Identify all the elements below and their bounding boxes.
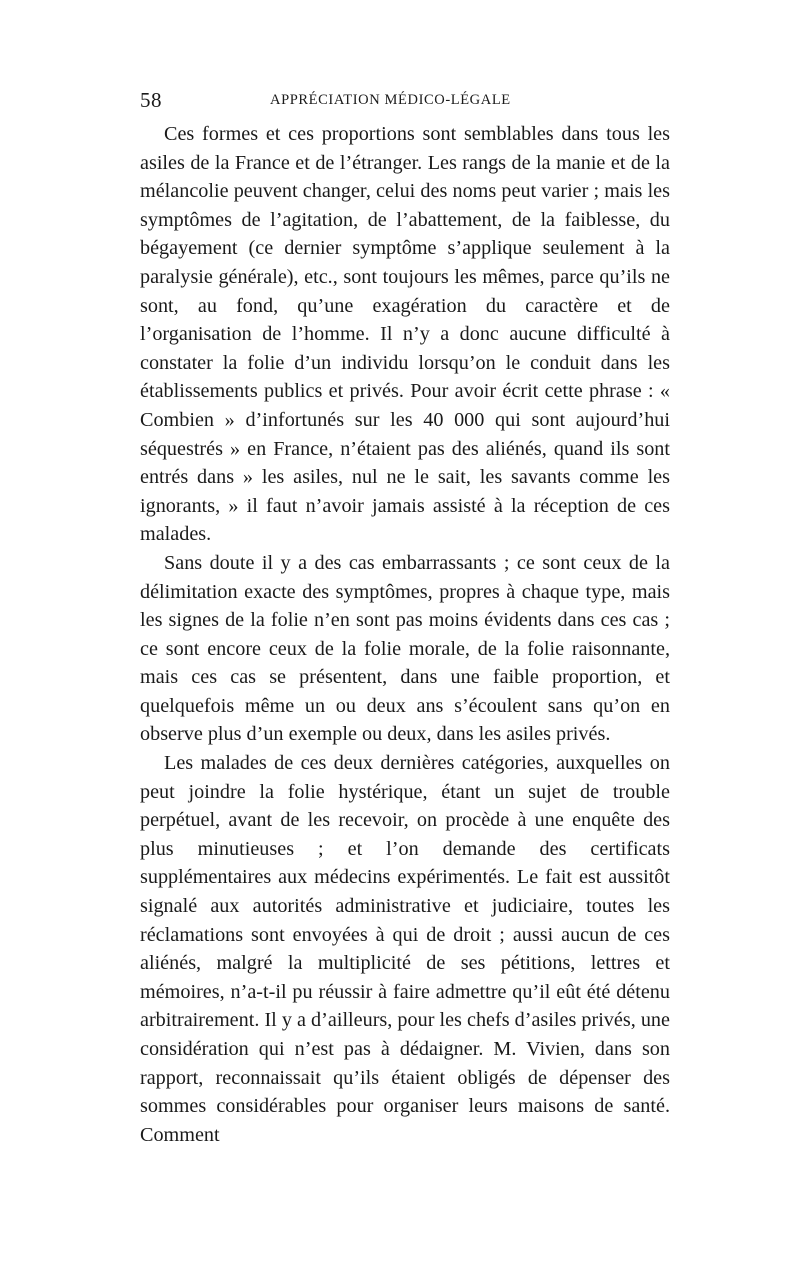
page-number: 58: [140, 88, 162, 112]
paragraph-3: Les malades de ces deux dernières catégories, auxquelles on peut joindre la folie hystérique, étant un sujet de trouble perpétuel, avant de les recevoir, on procède à une enquête des plus minutieuses ; et l’on demande des certificats supplémentaires aux médecins expérimentés. Le fait est aussitôt signalé aux autorités administrative et judiciaire, toutes les réclamations sont envoyées à qui de droit ; aussi aucun de ces aliénés, malgré la multiplicité de ses pétitions, lettres et mémoires, n’a-t-il pu réussir à faire admettre qu’il eût été détenu arbitrairement. Il y a d’ailleurs, pour les chefs d’asiles privés, une considération qui n’est pas à dédaigner. M. Vivien, dans son rapport, reconnaissait qu’ils étaient obligés de dépenser des sommes considérables pour organiser leurs maisons de santé. Comment: [140, 752, 670, 1146]
paragraph-1: Ces formes et ces proportions sont semblables dans tous les asiles de la France et de l’étranger. Les rangs de la manie et de la mélancolie peuvent changer, celui des noms peut varier ; mais les symptômes de l’agitation, de l’abattement, de la faiblesse, du bégayement (ce dernier symptôme s’applique seulement à la paralysie générale), etc., sont toujours les mêmes, parce qu’ils ne sont, au fond, qu’une exagération du caractère et de l’organisation de l’homme. Il n’y a donc aucune difficulté à constater la folie d’un individu lorsqu’on le conduit dans les établissements publics et privés. Pour avoir écrit cette phrase : « Combien » d’infortunés sur les 40 000 qui sont aujourd’hui séquestrés » en France, n’étaient pas des aliénés, quand ils sont entrés dans » les asiles, nul ne le sait, les savants comme les ignorants, » il faut n’avoir jamais assisté à la réception de ces malades.: [140, 123, 670, 546]
body-text: [140, 120, 670, 1149]
running-title: APPRÉCIATION MÉDICO-LÉGALE: [270, 92, 511, 108]
running-head: [140, 88, 670, 114]
paragraph-2: Sans doute il y a des cas embarrassants ; ce sont ceux de la délimitation exacte des symptômes, propres à chaque type, mais les signes de la folie n’en sont pas moins évidents dans ces cas ; ce sont encore ceux de la folie morale, de la folie raisonnante, mais ces cas se présentent, dans une faible proportion, et quelquefois même un ou deux ans s’écoulent sans qu’on en observe plus d’un exemple ou deux, dans les asiles privés.: [140, 551, 670, 746]
book-page: [140, 88, 670, 1149]
